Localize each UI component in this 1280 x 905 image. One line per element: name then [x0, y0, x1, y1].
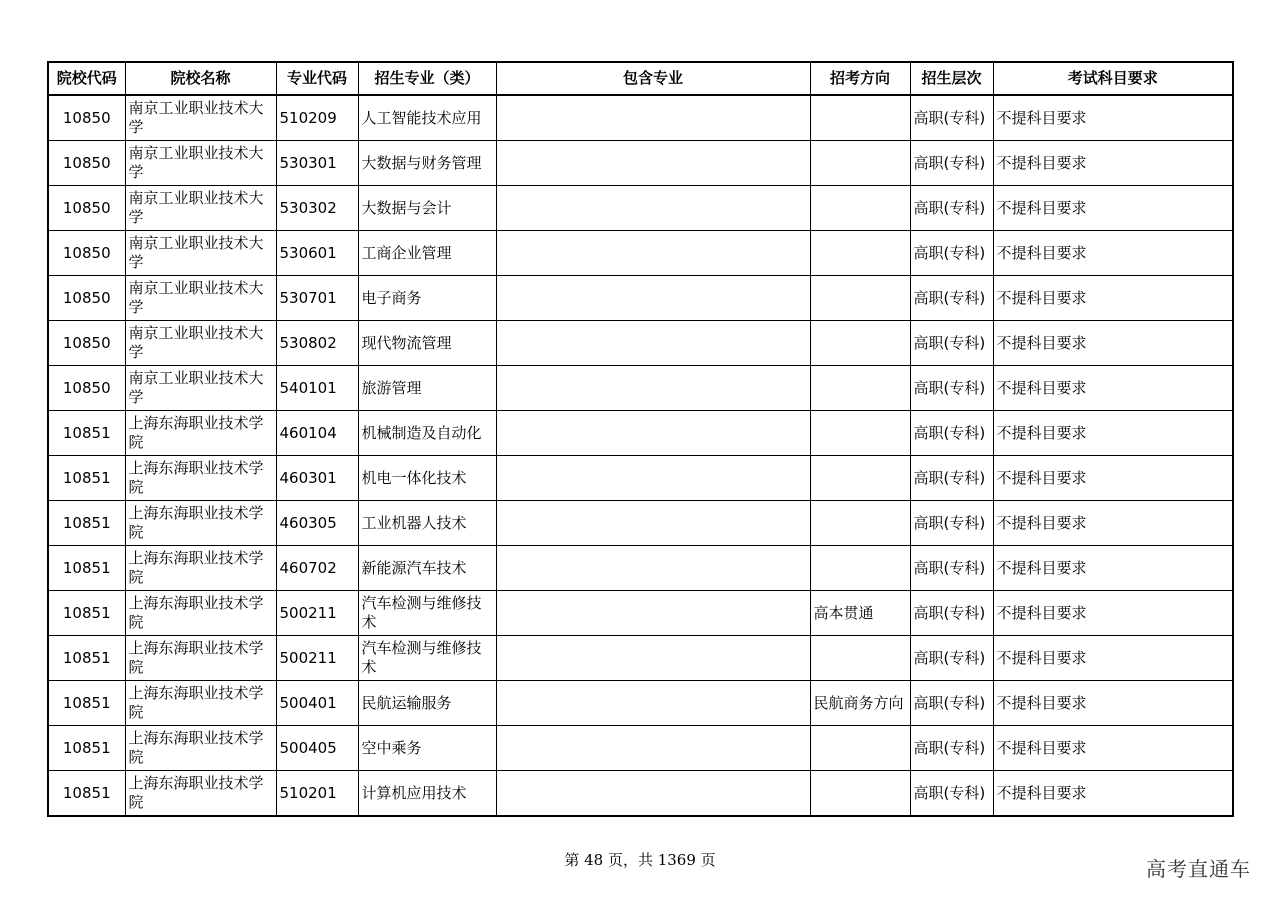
- cell-school-code: 10851: [48, 681, 125, 726]
- table-row: [48, 636, 1233, 681]
- cell-major: 计算机应用技术: [358, 771, 496, 817]
- col-header-subject-requirement: 考试科目要求: [993, 62, 1233, 95]
- cell-level: 高职(专科): [910, 321, 993, 366]
- cell-major: 大数据与会计: [358, 186, 496, 231]
- cell-direction: [810, 366, 910, 411]
- cell-level: 高职(专科): [910, 141, 993, 186]
- cell-included-majors: [496, 231, 810, 276]
- cell-direction: [810, 546, 910, 591]
- cell-direction: [810, 501, 910, 546]
- cell-school-name: 上海东海职业技术学院: [125, 771, 276, 817]
- cell-subject-requirement: 不提科目要求: [993, 456, 1233, 501]
- table-row: [48, 501, 1233, 546]
- cell-subject-requirement: 不提科目要求: [993, 321, 1233, 366]
- cell-school-code: 10851: [48, 771, 125, 817]
- page-number: 第 48 页，共 1369 页: [564, 851, 716, 869]
- cell-level: 高职(专科): [910, 501, 993, 546]
- cell-school-code: 10850: [48, 321, 125, 366]
- cell-level: 高职(专科): [910, 546, 993, 591]
- cell-included-majors: [496, 321, 810, 366]
- cell-school-name: 上海东海职业技术学院: [125, 591, 276, 636]
- table-row: [48, 321, 1233, 366]
- cell-subject-requirement: 不提科目要求: [993, 231, 1233, 276]
- cell-school-code: 10850: [48, 186, 125, 231]
- cell-major-code: 500211: [276, 591, 358, 636]
- cell-included-majors: [496, 456, 810, 501]
- cell-major: 现代物流管理: [358, 321, 496, 366]
- cell-level: 高职(专科): [910, 771, 993, 817]
- cell-school-name: 上海东海职业技术学院: [125, 501, 276, 546]
- cell-direction: 民航商务方向: [810, 681, 910, 726]
- table-row: [48, 231, 1233, 276]
- cell-subject-requirement: 不提科目要求: [993, 276, 1233, 321]
- cell-level: 高职(专科): [910, 95, 993, 141]
- header-row: [48, 62, 1233, 95]
- cell-major-code: 530302: [276, 186, 358, 231]
- cell-subject-requirement: 不提科目要求: [993, 501, 1233, 546]
- cell-school-code: 10851: [48, 411, 125, 456]
- cell-level: 高职(专科): [910, 186, 993, 231]
- cell-direction: [810, 276, 910, 321]
- table-row: [48, 546, 1233, 591]
- cell-direction: [810, 321, 910, 366]
- cell-direction: [810, 95, 910, 141]
- cell-major: 空中乘务: [358, 726, 496, 771]
- cell-direction: [810, 771, 910, 817]
- cell-major: 工业机器人技术: [358, 501, 496, 546]
- cell-direction: [810, 411, 910, 456]
- cell-major: 机械制造及自动化: [358, 411, 496, 456]
- table-row: [48, 771, 1233, 817]
- cell-school-code: 10851: [48, 726, 125, 771]
- col-header-major: 招生专业（类）: [358, 62, 496, 95]
- cell-major-code: 460702: [276, 546, 358, 591]
- cell-level: 高职(专科): [910, 411, 993, 456]
- cell-level: 高职(专科): [910, 726, 993, 771]
- col-header-level: 招生层次: [910, 62, 993, 95]
- cell-school-name: 上海东海职业技术学院: [125, 681, 276, 726]
- table-row: [48, 276, 1233, 321]
- cell-subject-requirement: 不提科目要求: [993, 546, 1233, 591]
- table-row: [48, 141, 1233, 186]
- cell-included-majors: [496, 591, 810, 636]
- cell-major-code: 530601: [276, 231, 358, 276]
- cell-school-code: 10851: [48, 501, 125, 546]
- cell-school-name: 南京工业职业技术大学: [125, 141, 276, 186]
- cell-included-majors: [496, 681, 810, 726]
- cell-major-code: 460305: [276, 501, 358, 546]
- cell-level: 高职(专科): [910, 456, 993, 501]
- cell-school-name: 南京工业职业技术大学: [125, 186, 276, 231]
- cell-level: 高职(专科): [910, 276, 993, 321]
- cell-major-code: 530802: [276, 321, 358, 366]
- admissions-table: [47, 61, 1234, 817]
- cell-level: 高职(专科): [910, 366, 993, 411]
- cell-major-code: 500401: [276, 681, 358, 726]
- cell-subject-requirement: 不提科目要求: [993, 726, 1233, 771]
- watermark: 高考直通车: [1146, 857, 1251, 881]
- cell-level: 高职(专科): [910, 636, 993, 681]
- cell-included-majors: [496, 366, 810, 411]
- cell-major: 旅游管理: [358, 366, 496, 411]
- col-header-included-majors: 包含专业: [496, 62, 810, 95]
- cell-included-majors: [496, 501, 810, 546]
- cell-subject-requirement: 不提科目要求: [993, 591, 1233, 636]
- cell-direction: [810, 231, 910, 276]
- cell-school-code: 10850: [48, 95, 125, 141]
- cell-major: 机电一体化技术: [358, 456, 496, 501]
- cell-school-code: 10851: [48, 636, 125, 681]
- table-row: [48, 95, 1233, 141]
- cell-included-majors: [496, 411, 810, 456]
- col-header-school-code: 院校代码: [48, 62, 125, 95]
- col-header-school-name: 院校名称: [125, 62, 276, 95]
- cell-school-name: 上海东海职业技术学院: [125, 546, 276, 591]
- cell-level: 高职(专科): [910, 231, 993, 276]
- cell-major-code: 510201: [276, 771, 358, 817]
- cell-subject-requirement: 不提科目要求: [993, 95, 1233, 141]
- cell-school-code: 10850: [48, 276, 125, 321]
- cell-direction: [810, 186, 910, 231]
- cell-subject-requirement: 不提科目要求: [993, 366, 1233, 411]
- cell-direction: 高本贯通: [810, 591, 910, 636]
- cell-direction: [810, 726, 910, 771]
- cell-major: 新能源汽车技术: [358, 546, 496, 591]
- cell-subject-requirement: 不提科目要求: [993, 141, 1233, 186]
- cell-school-code: 10851: [48, 546, 125, 591]
- table-row: [48, 456, 1233, 501]
- table-row: [48, 681, 1233, 726]
- cell-school-name: 上海东海职业技术学院: [125, 726, 276, 771]
- table-row: [48, 726, 1233, 771]
- cell-subject-requirement: 不提科目要求: [993, 681, 1233, 726]
- cell-school-name: 南京工业职业技术大学: [125, 366, 276, 411]
- cell-major-code: 460301: [276, 456, 358, 501]
- table-row: [48, 411, 1233, 456]
- cell-level: 高职(专科): [910, 681, 993, 726]
- cell-major: 汽车检测与维修技术: [358, 636, 496, 681]
- cell-major-code: 510209: [276, 95, 358, 141]
- cell-major: 大数据与财务管理: [358, 141, 496, 186]
- cell-included-majors: [496, 726, 810, 771]
- table-row: [48, 366, 1233, 411]
- cell-school-name: 上海东海职业技术学院: [125, 636, 276, 681]
- cell-included-majors: [496, 95, 810, 141]
- cell-school-code: 10850: [48, 231, 125, 276]
- cell-subject-requirement: 不提科目要求: [993, 636, 1233, 681]
- cell-major-code: 540101: [276, 366, 358, 411]
- cell-school-code: 10851: [48, 456, 125, 501]
- table-body: [48, 95, 1233, 816]
- cell-major-code: 500405: [276, 726, 358, 771]
- col-header-major-code: 专业代码: [276, 62, 358, 95]
- cell-major-code: 530301: [276, 141, 358, 186]
- cell-subject-requirement: 不提科目要求: [993, 771, 1233, 817]
- cell-school-code: 10850: [48, 366, 125, 411]
- cell-included-majors: [496, 636, 810, 681]
- cell-subject-requirement: 不提科目要求: [993, 411, 1233, 456]
- cell-included-majors: [496, 771, 810, 817]
- cell-school-name: 南京工业职业技术大学: [125, 231, 276, 276]
- cell-direction: [810, 141, 910, 186]
- cell-school-name: 上海东海职业技术学院: [125, 456, 276, 501]
- cell-school-name: 南京工业职业技术大学: [125, 276, 276, 321]
- cell-major: 工商企业管理: [358, 231, 496, 276]
- cell-included-majors: [496, 186, 810, 231]
- cell-major: 民航运输服务: [358, 681, 496, 726]
- col-header-direction: 招考方向: [810, 62, 910, 95]
- cell-direction: [810, 456, 910, 501]
- table-row: [48, 591, 1233, 636]
- cell-included-majors: [496, 141, 810, 186]
- cell-school-name: 上海东海职业技术学院: [125, 411, 276, 456]
- cell-school-code: 10851: [48, 591, 125, 636]
- cell-major: 汽车检测与维修技术: [358, 591, 496, 636]
- cell-major: 人工智能技术应用: [358, 95, 496, 141]
- cell-school-code: 10850: [48, 141, 125, 186]
- cell-included-majors: [496, 546, 810, 591]
- cell-major-code: 460104: [276, 411, 358, 456]
- cell-school-name: 南京工业职业技术大学: [125, 95, 276, 141]
- cell-school-name: 南京工业职业技术大学: [125, 321, 276, 366]
- cell-level: 高职(专科): [910, 591, 993, 636]
- table-row: [48, 186, 1233, 231]
- cell-major: 电子商务: [358, 276, 496, 321]
- cell-major-code: 500211: [276, 636, 358, 681]
- cell-included-majors: [496, 276, 810, 321]
- cell-major-code: 530701: [276, 276, 358, 321]
- cell-direction: [810, 636, 910, 681]
- cell-subject-requirement: 不提科目要求: [993, 186, 1233, 231]
